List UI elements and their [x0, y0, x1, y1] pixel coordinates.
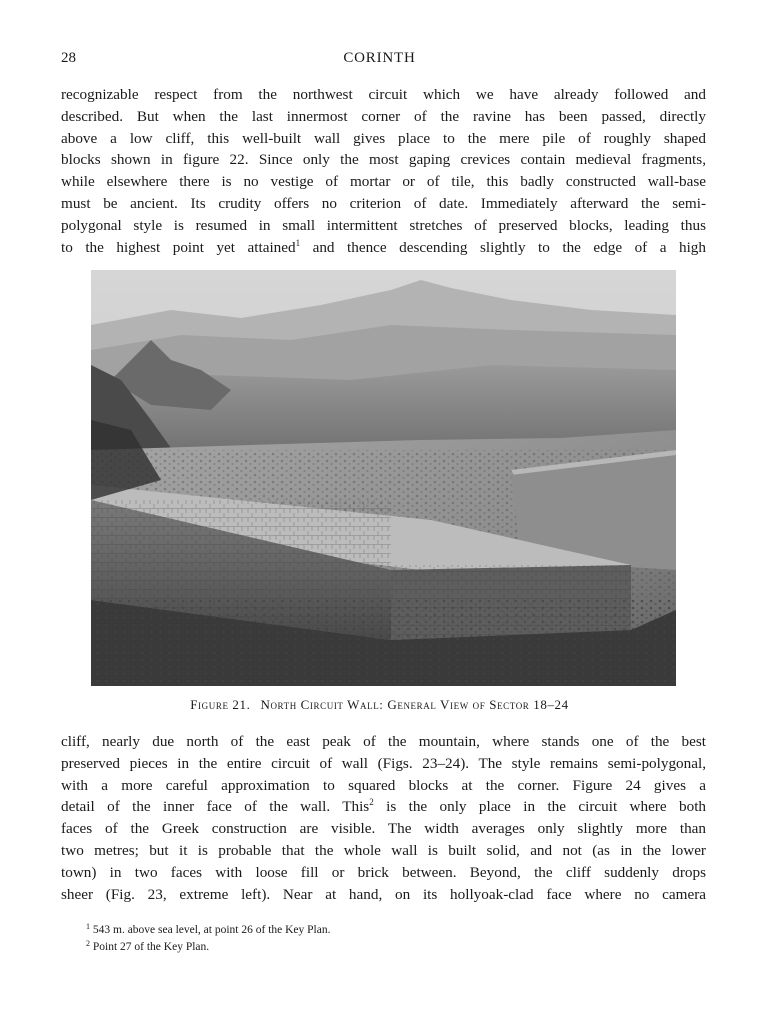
text-fragment: to the highest point yet attained: [61, 238, 296, 256]
footnotes: [86, 922, 330, 956]
footnote-number: 2: [86, 939, 90, 948]
footnote-number: 1: [86, 922, 90, 931]
text-line: [61, 237, 706, 259]
text-line: above a low cliff, this well-built wall gives place to the mere pile of roughly shaped: [61, 129, 706, 147]
text-line: recognizable respect from the northwest circuit which we have already followed and: [61, 86, 706, 103]
text-line: faces of the Greek construction are visible. The width averages only slightly more than: [61, 820, 706, 838]
body-paragraph-2: [61, 731, 706, 905]
text-line: cliff, nearly due north of the east peak of the mountain, where stands one of the best: [61, 733, 706, 750]
running-head: CORINTH: [343, 50, 416, 66]
text-line: town) in two faces with loose fill or brick between. Beyond, the cliff suddenly drops: [61, 863, 706, 881]
text-line: with a more careful approximation to squared blocks at the corner. Figure 24 gives a: [61, 776, 706, 794]
text-line: must be ancient. Its crudity offers no criterion of date. Immediately afterward the semi-: [61, 194, 706, 212]
footnote-ref-2: 2: [369, 797, 374, 808]
footnote-text: Point 27 of the Key Plan.: [92, 941, 210, 953]
text-line: polygonal style is resumed in small intermittent stretches of preserved blocks, leading thus: [61, 216, 706, 234]
footnote-text: 543 m. above sea level, at point 26 of the Key Plan.: [92, 924, 331, 936]
text-line: preserved pieces in the entire circuit of wall (Figs. 23–24). The style remains semi-polygonal,: [61, 754, 706, 772]
figure-title: North Circuit Wall: General View of Sector 18–24: [260, 697, 569, 712]
text-line: sheer (Fig. 23, extreme left). Near at hand, on its hollyoak-clad face where no camera: [61, 885, 706, 903]
footnote-1: [86, 922, 330, 939]
text-fragment: detail of the inner face of the wall. This: [61, 798, 370, 816]
text-line: while elsewhere there is no vestige of mortar or of tile, this badly constructed wall-base: [61, 173, 706, 191]
landscape-photo-illustration: [91, 270, 676, 686]
page-number: 28: [61, 50, 76, 66]
body-paragraph-1: [61, 84, 706, 258]
text-line: blocks shown in figure 22. Since only the most gaping crevices contain medieval fragments,: [61, 151, 706, 169]
text-fragment: and thence descending slightly to the edge of a high: [300, 238, 706, 256]
figure-photograph: [91, 270, 676, 686]
text-line: [61, 796, 706, 818]
footnote-ref-1: 1: [295, 237, 301, 248]
text-fragment: is the only place in the circuit where both: [373, 798, 707, 816]
figure-caption: [0, 697, 759, 713]
text-line: described. But when the last innermost corner of the ravine has been passed, directly: [61, 107, 706, 125]
footnote-2: [86, 939, 330, 956]
figure-label: Figure 21.: [190, 697, 251, 712]
text-line: two metres; but it is probable that the whole wall is built solid, and not (as in the lower: [61, 841, 706, 859]
